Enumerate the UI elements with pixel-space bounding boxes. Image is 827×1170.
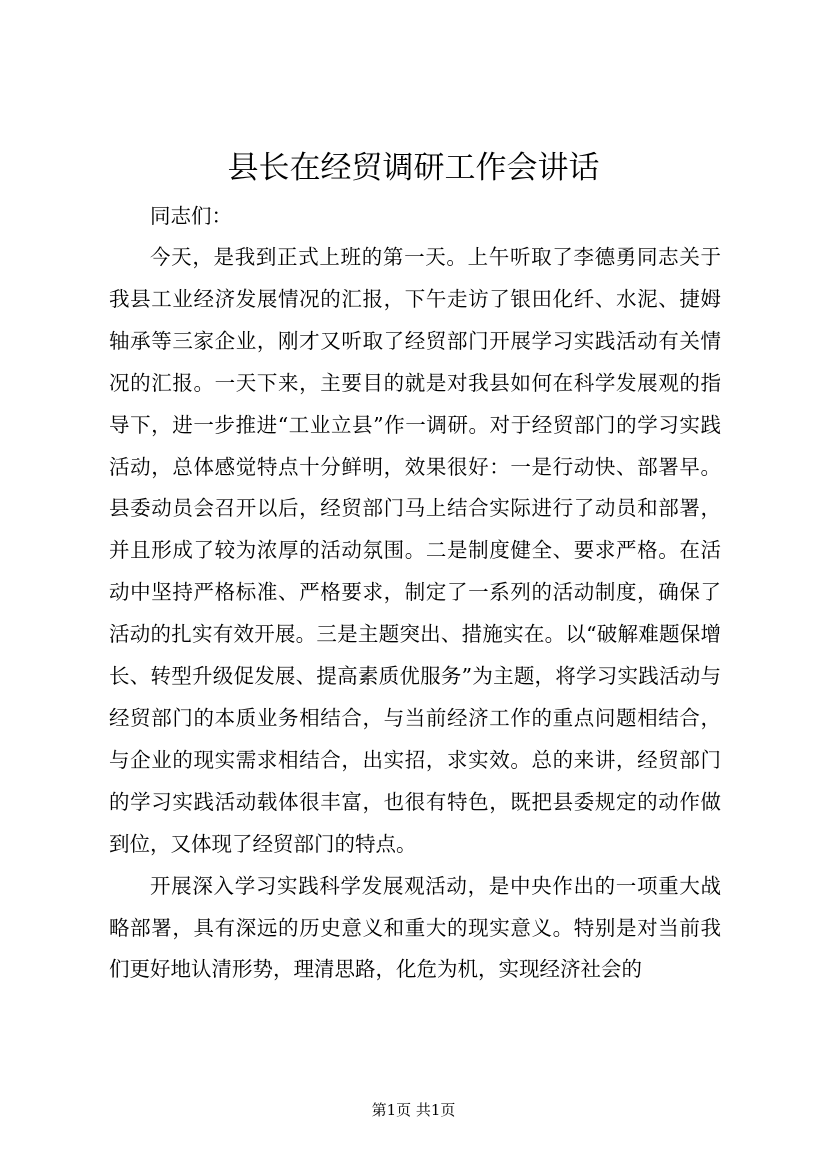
page-number-footer: 第1页 共1页 (371, 1101, 456, 1119)
page-title: 县长在经贸调研工作会讲话 (227, 150, 600, 186)
paragraph-2: 开展深入学习实践科学发展观活动，是中央作出的一项重大战略部署，具有深远的历史意义和重大的现实意义。特别是对当前我们更好地认清形势，理清思路，化危为机，实现经济社会的 (109, 873, 721, 982)
document-body (109, 237, 721, 991)
paragraph-1: 今天，是我到正式上班的第一天。上午听取了李德勇同志关于我县工业经济发展情况的汇报，下午走访了银田化纤、水泥、捷姆轴承等三家企业，刚才又听取了经贸部门开展学习实践活动有关情况的汇报。一天下来，主要目的就是对我县如何在科学发展观的指导下，进一步推进“工业立县”作一调研。对于经贸部门的学习实践活动，总体感觉特点十分鲜明，效果很好：一是行动快、部署早。县委动员会召开以后，经贸部门马上结合实际进行了动员和部署，并且形成了较为浓厚的活动氛围。二是制度健全、要求严格。在活动中坚持严格标准、严格要求，制定了一系列的活动制度，确保了活动的扎实有效开展。三是主题突出、措施实在。以“破解难题保增长、转型升级促发展、提高素质优服务”为主题，将学习实践活动与经贸部门的本质业务相结合，与当前经济工作的重点问题相结合，与企业的现实需求相结合，出实招，求实效。总的来讲，经贸部门的学习实践活动载体很丰富，也很有特色，既把县委规定的动作做到位，又体现了经贸部门的特点。 (109, 245, 721, 856)
salutation: 同志们： (150, 204, 232, 228)
